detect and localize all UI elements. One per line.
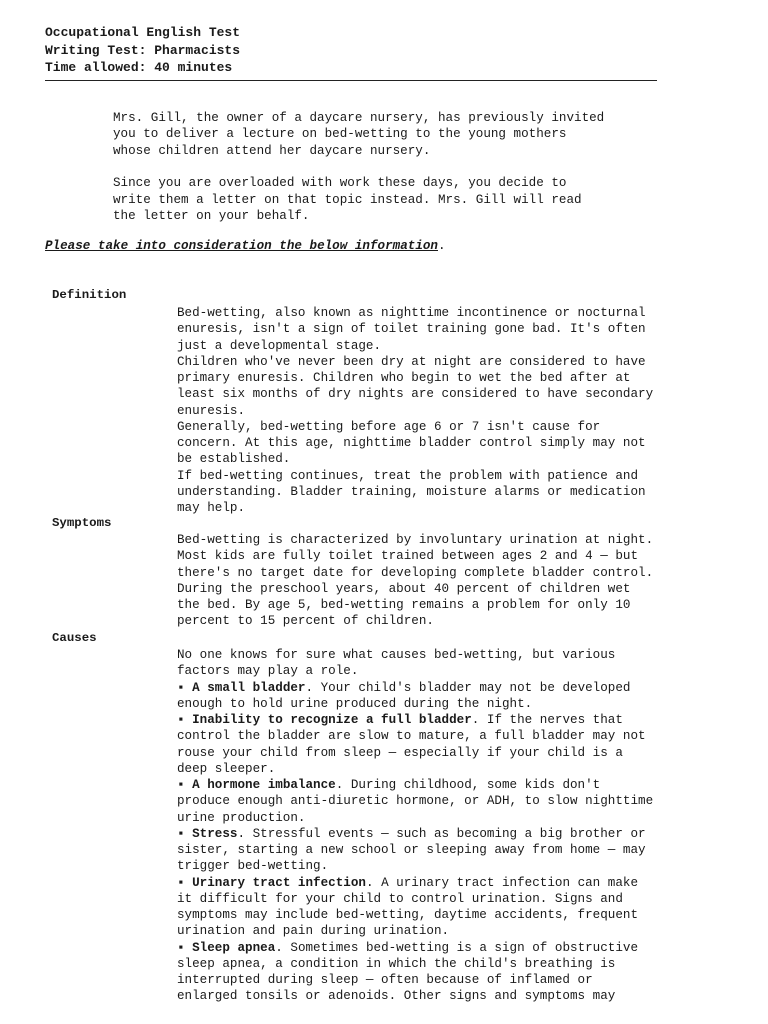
cause-item — [177, 712, 757, 728]
cause-text-line: symptoms may include bed-wetting, daytime accidents, frequent — [177, 908, 639, 922]
cause-text-line: enlarged tonsils or adenoids. Other signs and symptoms may — [177, 989, 616, 1004]
cause-text: . A urinary tract infection can make — [365, 875, 639, 890]
bullet-icon: ▪ — [177, 713, 185, 727]
section-label-definition: Definition — [52, 288, 127, 302]
definition-line: Generally, bed-wetting before age 6 or 7 isn't cause for — [177, 419, 601, 434]
cause-text-line: urine production. — [177, 810, 306, 825]
definition-line: enuresis. — [177, 403, 246, 418]
definition-line: Bed-wetting, also known as nighttime incontinence or nocturnal — [177, 306, 646, 320]
cause-item — [177, 777, 757, 793]
cause-text: . If the nerves that — [471, 713, 623, 727]
cause-item — [177, 875, 757, 891]
bullet-icon: ▪ — [177, 826, 185, 841]
cause-text: . Stressful events — such as becoming a big brother or — [237, 826, 646, 841]
test-title: Occupational English Test — [45, 25, 241, 40]
cause-title: Sleep apnea — [192, 940, 276, 955]
definition-line: just a developmental stage. — [177, 338, 382, 353]
causes-intro-line: No one knows for sure what causes bed-wetting, but various — [177, 648, 616, 662]
task-instructions — [113, 110, 673, 224]
cause-item — [177, 680, 757, 696]
symptoms-line: During the preschool years, about 40 percent of children wet — [177, 581, 631, 596]
cause-text-line: trigger bed-wetting. — [177, 859, 329, 874]
test-subtitle: Writing Test: Pharmacists — [45, 42, 241, 58]
bullet-icon: ▪ — [177, 680, 185, 695]
cause-text-line: sister, starting a new school or sleeping away from home — may — [177, 843, 646, 857]
definition-line: may help. — [177, 501, 246, 515]
cause-text-line: deep sleeper. — [177, 761, 276, 776]
cause-text-line: it difficult for your child to control urination. Signs and — [177, 891, 623, 906]
bullet-icon: ▪ — [177, 875, 185, 890]
cause-text-line: produce enough anti-diuretic hormone, or ADH, to slow nighttime — [177, 794, 654, 809]
cause-title: A small bladder — [192, 680, 306, 695]
cause-text: . During childhood, some kids don't — [335, 778, 601, 792]
definition-line: be established. — [177, 452, 291, 467]
time-allowed: Time allowed: 40 minutes — [45, 60, 233, 75]
bullet-icon: ▪ — [177, 778, 185, 792]
causes-intro-line: factors may play a role. — [177, 664, 359, 679]
cause-title: Stress — [192, 826, 238, 841]
information-note — [45, 238, 446, 254]
symptoms-line: Bed-wetting is characterized by involuntary urination at night. — [177, 533, 654, 547]
intro-paragraph-2: Since you are overloaded with work these days, you decide to write them a letter on that topic instead. Mrs. Gill will read the letter on your behalf. — [113, 176, 582, 223]
section-label-symptoms: Symptoms — [52, 516, 112, 530]
section-body-symptoms — [177, 532, 757, 630]
document-header — [45, 24, 657, 81]
bullet-icon: ▪ — [177, 940, 185, 955]
definition-line: Children who've never been dry at night are considered to have — [177, 354, 646, 369]
cause-text-line: interrupted during sleep — often because of inflamed or — [177, 973, 593, 987]
header-rule — [45, 80, 657, 81]
cause-text-line: urination and pain during urination. — [177, 924, 450, 939]
intro-paragraph-1: Mrs. Gill, the owner of a daycare nursery, has previously invited you to deliver a lecture on bed-wetting to the young mothers whose children attend her daycare nursery. — [113, 111, 605, 158]
cause-text-line: rouse your child from sleep — especially if your child is a — [177, 745, 623, 760]
definition-line: enuresis, isn't a sign of toilet training gone bad. It's often — [177, 322, 646, 337]
cause-text-line: enough to hold urine produced during the night. — [177, 696, 533, 711]
section-body-causes — [177, 647, 757, 1005]
symptoms-line: the bed. By age 5, bed-wetting remains a problem for only 10 — [177, 598, 631, 612]
note-suffix: . — [438, 239, 446, 253]
symptoms-line: there's no target date for developing complete bladder control. — [177, 565, 654, 580]
section-body-definition — [177, 305, 757, 516]
cause-title: A hormone imbalance — [192, 778, 336, 792]
symptoms-line: Most kids are fully toilet trained between ages 2 and 4 — but — [177, 549, 639, 564]
cause-item — [177, 826, 757, 842]
definition-line: If bed-wetting continues, treat the problem with patience and — [177, 468, 639, 483]
symptoms-line: percent to 15 percent of children. — [177, 614, 434, 629]
cause-title: Inability to recognize a full bladder — [192, 713, 472, 727]
note-text: Please take into consideration the below information — [45, 239, 438, 253]
definition-line: understanding. Bladder training, moisture alarms or medication — [177, 484, 646, 499]
definition-line: least six months of dry nights are considered to have secondary — [177, 387, 654, 402]
definition-line: primary enuresis. Children who begin to wet the bed after at — [177, 371, 631, 385]
cause-title: Urinary tract infection — [192, 875, 366, 890]
definition-line: concern. At this age, nighttime bladder control simply may not — [177, 436, 646, 450]
section-label-causes: Causes — [52, 631, 97, 645]
cause-text-line: sleep apnea, a condition in which the child's breathing is — [177, 956, 616, 971]
cause-item — [177, 940, 757, 956]
cause-text-line: control the bladder are slow to mature, a full bladder may not — [177, 729, 646, 744]
cause-text: . Your child's bladder may not be developed — [305, 680, 631, 695]
cause-text: . Sometimes bed-wetting is a sign of obstructive — [275, 940, 639, 955]
